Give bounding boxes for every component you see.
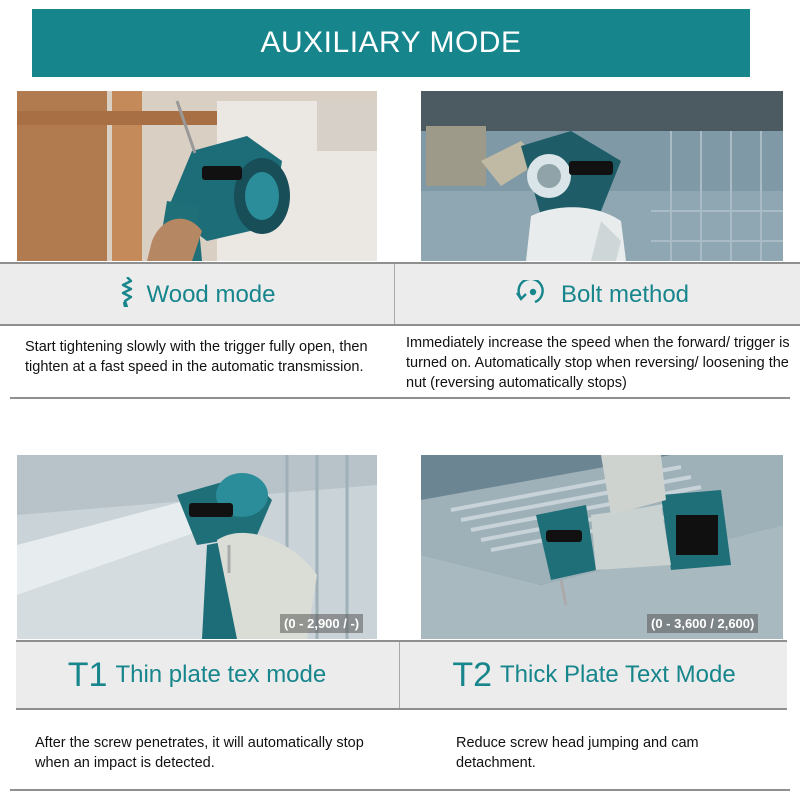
- t2-mode-title: [405, 644, 783, 706]
- t2-speed-label: (0 - 3,600 / 2,600): [647, 614, 758, 633]
- upper-section-rule: [10, 397, 790, 399]
- band-divider: [399, 642, 400, 708]
- page-title: AUXILIARY MODE: [32, 9, 750, 77]
- thin-plate-photo: [17, 455, 377, 639]
- t2-mode-label: Thick Plate Text Mode: [500, 661, 736, 688]
- t2-code: T2: [452, 655, 492, 694]
- t1-speed-label: (0 - 2,900 / -): [280, 614, 363, 633]
- t2-mode-description: Reduce screw head jumping and cam detachment.: [456, 735, 699, 771]
- thick-plate-photo: [421, 455, 783, 639]
- wood-mode-title: [17, 266, 377, 324]
- bolt-rotate-icon: [515, 280, 549, 311]
- t1-code: T1: [67, 655, 108, 694]
- bolt-method-title: [421, 266, 783, 324]
- t1-mode-description: After the screw penetrates, it will automatically stop when an impact is detected.: [35, 735, 364, 771]
- band-divider: [394, 264, 395, 324]
- bolt-method-description: Immediately increase the speed when the forward/ trigger is turned on. Automatically stop when reversing/ loosening the nut (reversing automatically stops): [406, 335, 790, 391]
- wood-mode-photo: [17, 91, 377, 261]
- drill-bit-icon: [119, 277, 135, 314]
- bolt-method-label: Bolt method: [560, 281, 690, 308]
- wood-mode-label: Wood mode: [146, 281, 276, 308]
- bolt-method-photo: [421, 91, 783, 261]
- lower-section-rule: [10, 789, 790, 791]
- t1-mode-label: Thin plate tex mode: [115, 661, 327, 688]
- wood-mode-description: Start tightening slowly with the trigger fully open, then tighten at a fast speed in the automatic transmission.: [25, 339, 368, 375]
- t1-mode-title: [17, 644, 377, 706]
